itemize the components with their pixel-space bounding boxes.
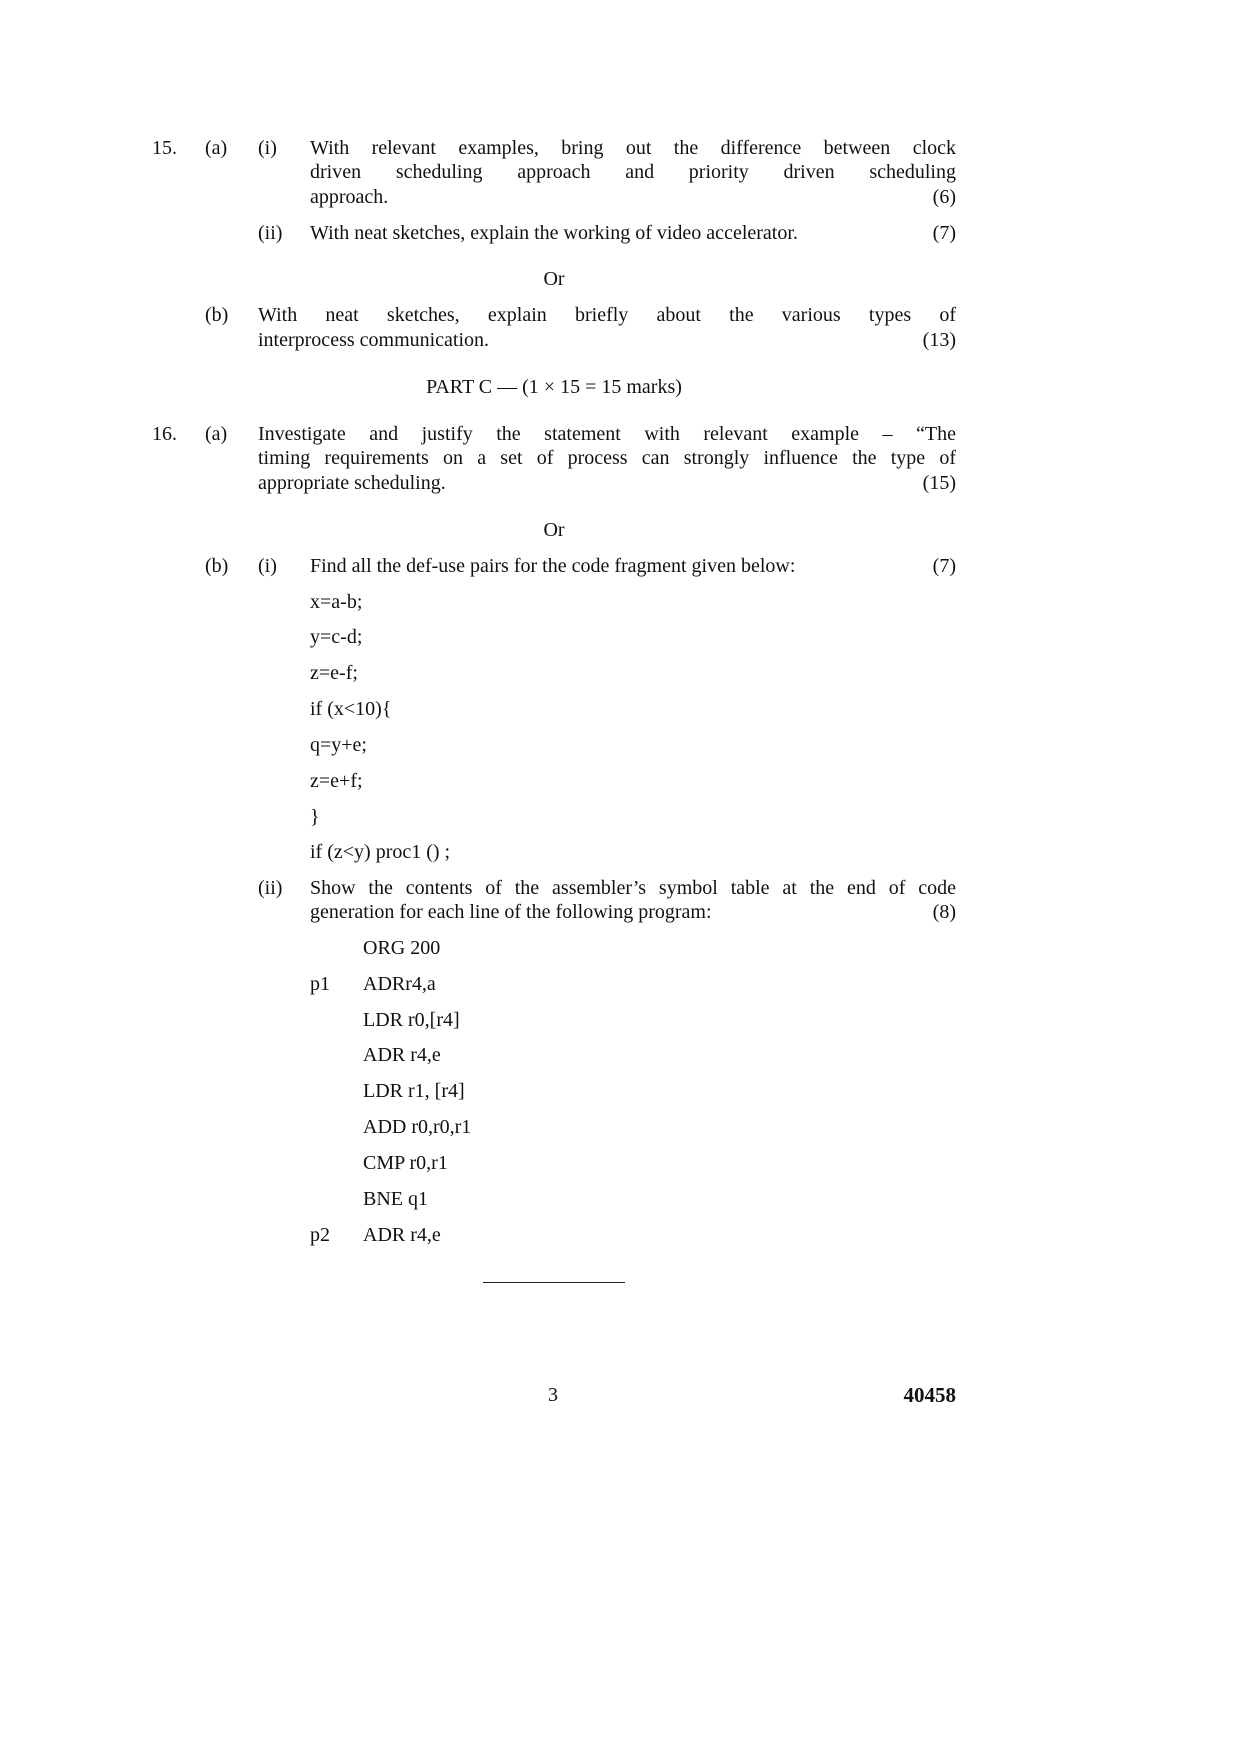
paper-code: 40458: [903, 1383, 956, 1407]
asm-instruction: BNE q1: [363, 1188, 428, 1210]
end-rule: [483, 1282, 625, 1283]
code-line: z=e-f;: [310, 662, 358, 684]
asm-label: p2: [310, 1224, 330, 1246]
asm-instruction: ADR r4,e: [363, 1044, 441, 1066]
or-separator: Or: [543, 268, 565, 290]
marks: (7): [932, 222, 956, 244]
part-label: (b): [205, 304, 229, 326]
page-number: 3: [548, 1384, 558, 1406]
subpart-label: (ii): [258, 877, 283, 899]
question-text: With neat sketches, explain the working of video accelerator.: [310, 222, 798, 244]
question-number: 15.: [152, 137, 177, 159]
code-line: q=y+e;: [310, 734, 367, 756]
code-line: if (z<y) proc1 () ;: [310, 841, 451, 863]
subpart-label: (i): [258, 555, 277, 577]
question-text-line: approach.: [310, 186, 389, 208]
or-separator: Or: [543, 519, 565, 541]
part-label: (a): [205, 137, 228, 159]
asm-instruction: ADRr4,a: [363, 973, 436, 995]
question-text-line: Investigate and justify the statement with relevant example – “The: [258, 423, 956, 445]
question-text-line: timing requirements on a set of process can strongly influence the type of: [258, 447, 956, 469]
code-line: z=e+f;: [310, 770, 363, 792]
marks: (6): [932, 186, 956, 208]
asm-instruction: ADD r0,r0,r1: [363, 1116, 472, 1138]
asm-instruction: CMP r0,r1: [363, 1152, 448, 1174]
marks: (13): [922, 329, 956, 351]
asm-instruction: LDR r1, [r4]: [363, 1080, 465, 1102]
question-text: Find all the def-use pairs for the code fragment given below:: [310, 555, 796, 577]
asm-instruction: ORG 200: [363, 937, 441, 959]
marks: (7): [932, 555, 956, 577]
question-text-line: With relevant examples, bring out the difference between clock: [310, 137, 956, 159]
marks: (15): [922, 472, 956, 494]
asm-label: p1: [310, 973, 330, 995]
asm-instruction: LDR r0,[r4]: [363, 1009, 460, 1031]
question-text-line: appropriate scheduling.: [258, 472, 446, 494]
question-text-line: generation for each line of the following program:: [310, 901, 712, 923]
question-text-line: interprocess communication.: [258, 329, 490, 351]
section-heading: PART C — (1 × 15 = 15 marks): [426, 376, 682, 398]
question-text-line: Show the contents of the assembler’s symbol table at the end of code: [310, 877, 956, 899]
question-text-line: With neat sketches, explain briefly about the various types of: [258, 304, 956, 326]
code-line: x=a-b;: [310, 591, 363, 613]
part-label: (b): [205, 555, 229, 577]
marks: (8): [932, 901, 956, 923]
code-line: if (x<10){: [310, 698, 392, 720]
code-line: }: [310, 806, 320, 828]
question-text-line: driven scheduling approach and priority driven scheduling: [310, 161, 956, 183]
subpart-label: (ii): [258, 222, 283, 244]
part-label: (a): [205, 423, 228, 445]
question-number: 16.: [152, 423, 177, 445]
code-line: y=c-d;: [310, 626, 363, 648]
subpart-label: (i): [258, 137, 277, 159]
asm-instruction: ADR r4,e: [363, 1224, 441, 1246]
